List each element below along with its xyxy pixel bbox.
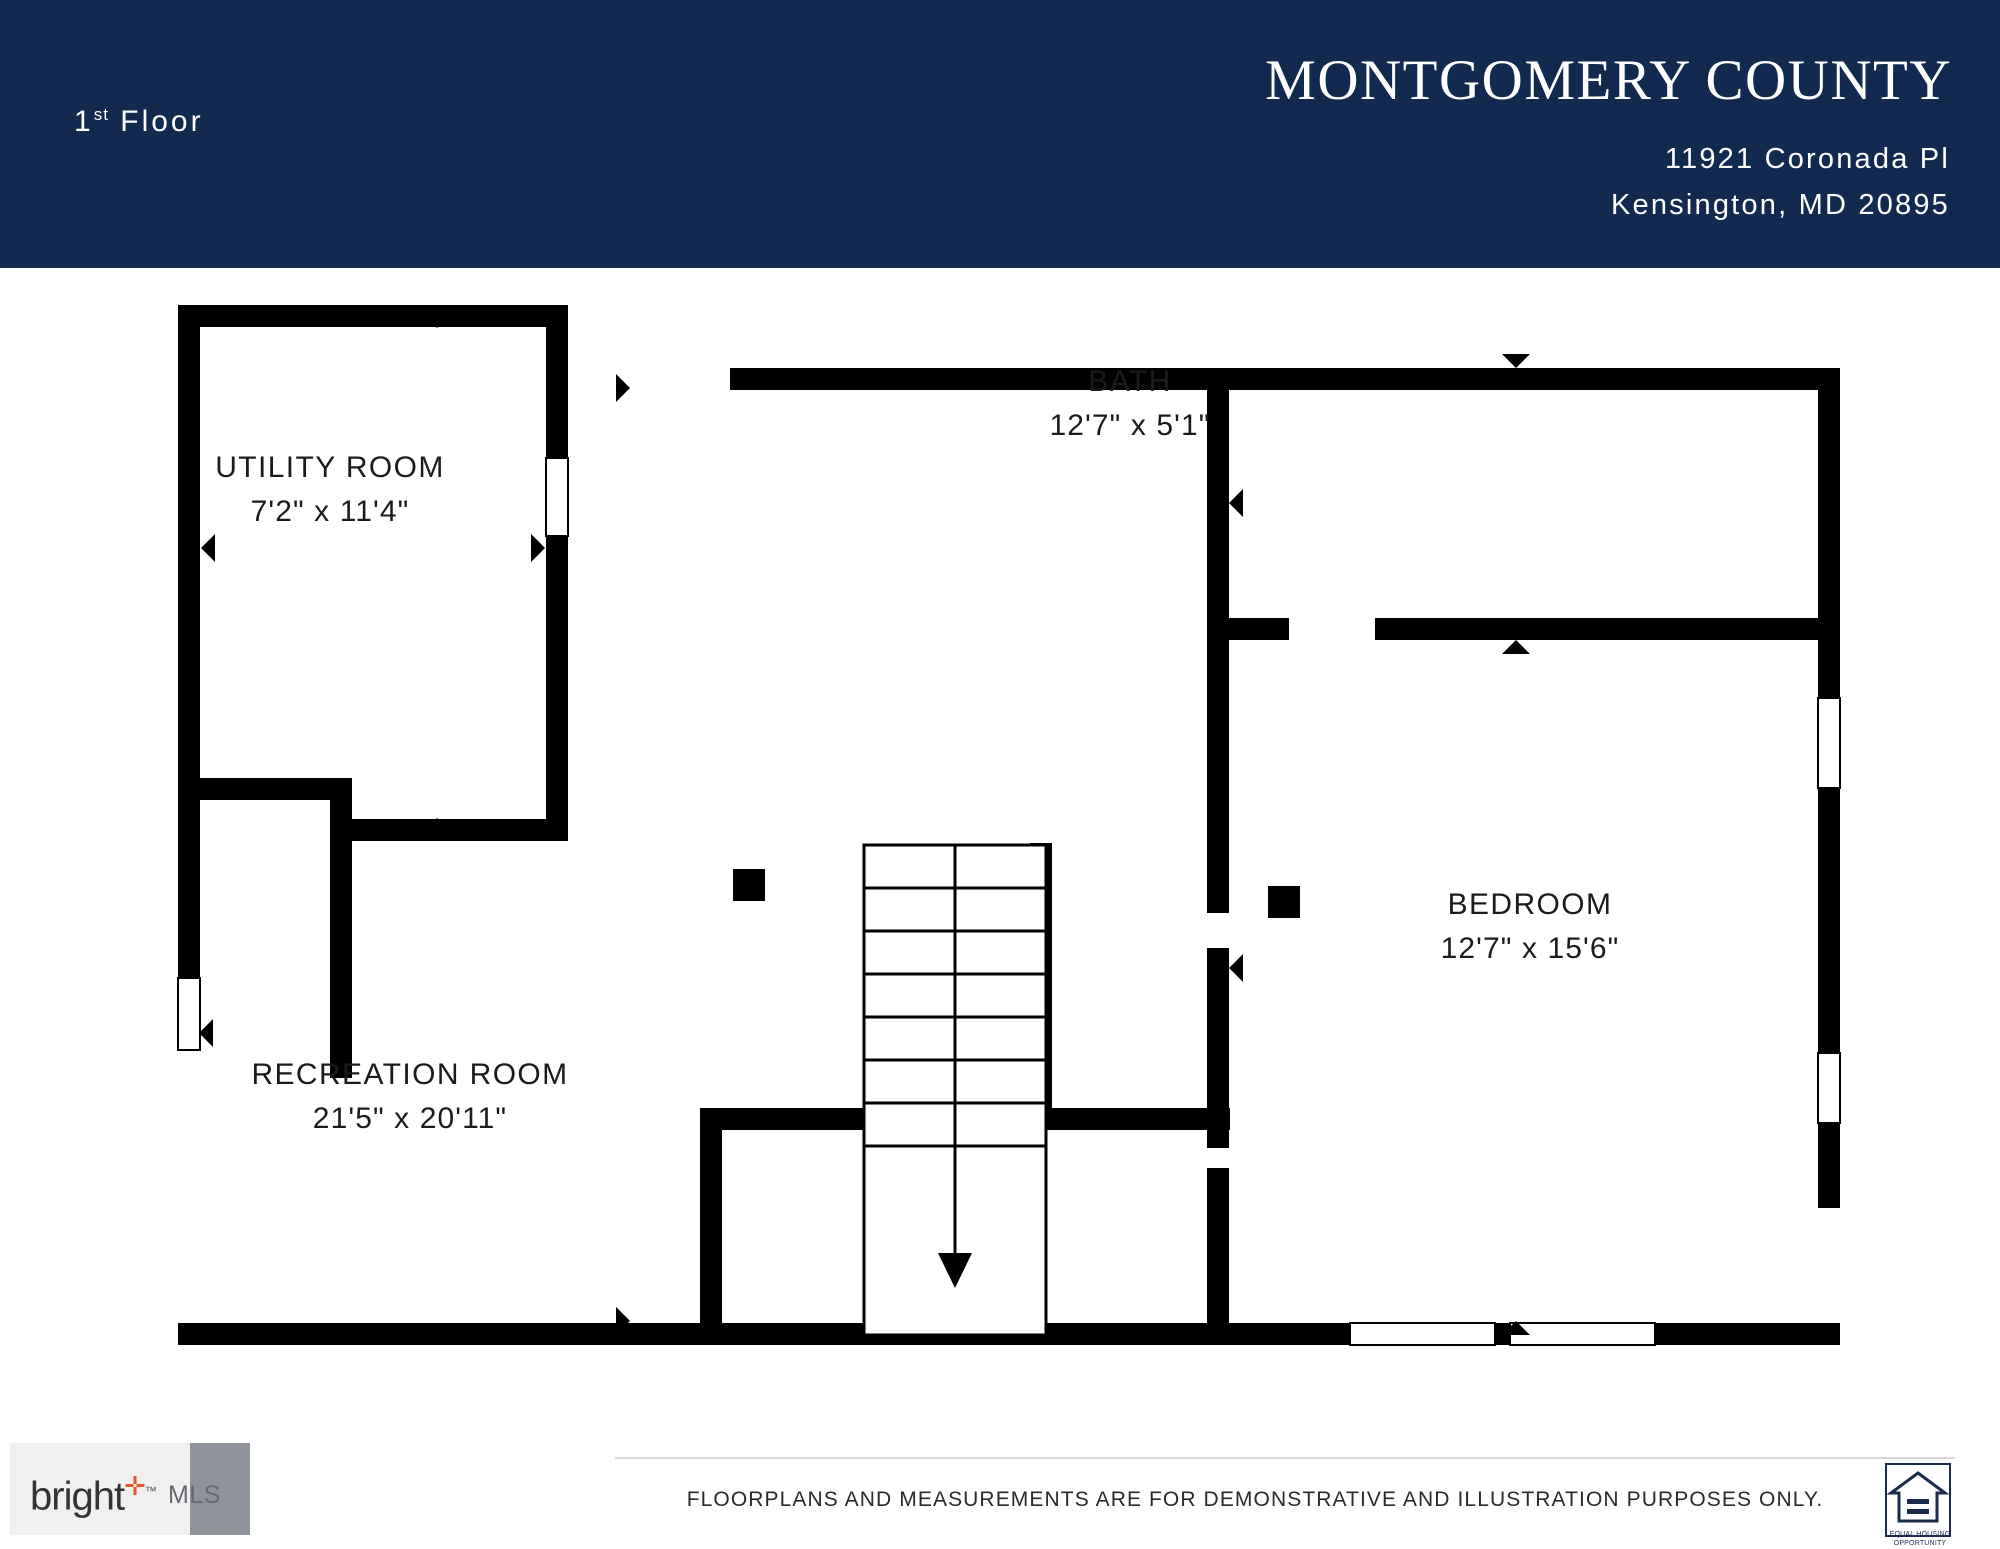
eho-line-1: EQUAL HOUSING xyxy=(1889,1531,1951,1538)
address-line-2: Kensington, MD 20895 xyxy=(1610,189,1950,221)
room-dimensions: 12'7" x 5'1" xyxy=(1049,408,1211,442)
room-dimensions: 7'2" x 11'4" xyxy=(250,494,410,528)
room-name: BATH xyxy=(1088,365,1172,398)
bright-word: bright xyxy=(30,1474,125,1519)
room-label-utility xyxy=(140,446,520,533)
room-name: UTILITY ROOM xyxy=(215,451,445,484)
room-dimensions: 12'7" x 15'6" xyxy=(1440,931,1620,965)
equal-housing-opportunity-icon xyxy=(1885,1463,1951,1537)
header-banner xyxy=(0,0,2000,268)
bright-logo-text xyxy=(30,1471,156,1519)
room-dimensions: 21'5" x 20'11" xyxy=(312,1101,508,1135)
floor-word: Floor xyxy=(108,105,204,138)
column-right xyxy=(1268,886,1300,918)
staircase xyxy=(864,845,1046,1335)
disclaimer-text: FLOORPLANS AND MEASUREMENTS ARE FOR DEMONSTRATIVE AND ILLUSTRATION PURPOSES ONLY. xyxy=(686,1488,1824,1511)
room-label-bedroom xyxy=(1340,883,1720,970)
address-line-1: 11921 Coronada Pl xyxy=(1664,143,1950,175)
floor-number: 1 xyxy=(74,105,94,138)
room-name: RECREATION ROOM xyxy=(251,1058,569,1091)
column-left xyxy=(733,869,765,901)
floor-ordinal-suffix: st xyxy=(93,105,109,124)
eho-line-2: OPPORTUNITY xyxy=(1893,1539,1947,1547)
bright-plus-icon: ✛ xyxy=(124,1471,145,1501)
equal-housing-text xyxy=(1878,1531,1962,1549)
floorplan-diagram xyxy=(0,268,2000,1403)
footer xyxy=(0,1403,2000,1545)
room-label-recreation xyxy=(170,1053,650,1140)
mls-logo-text: MLS xyxy=(168,1481,221,1509)
footer-divider xyxy=(615,1457,1955,1459)
room-label-bath xyxy=(940,360,1320,447)
county-title: MONTGOMERY COUNTY xyxy=(1265,49,1952,112)
trademark-symbol: ™ xyxy=(144,1484,156,1498)
floor-label xyxy=(74,105,204,139)
room-name: BEDROOM xyxy=(1447,888,1613,921)
